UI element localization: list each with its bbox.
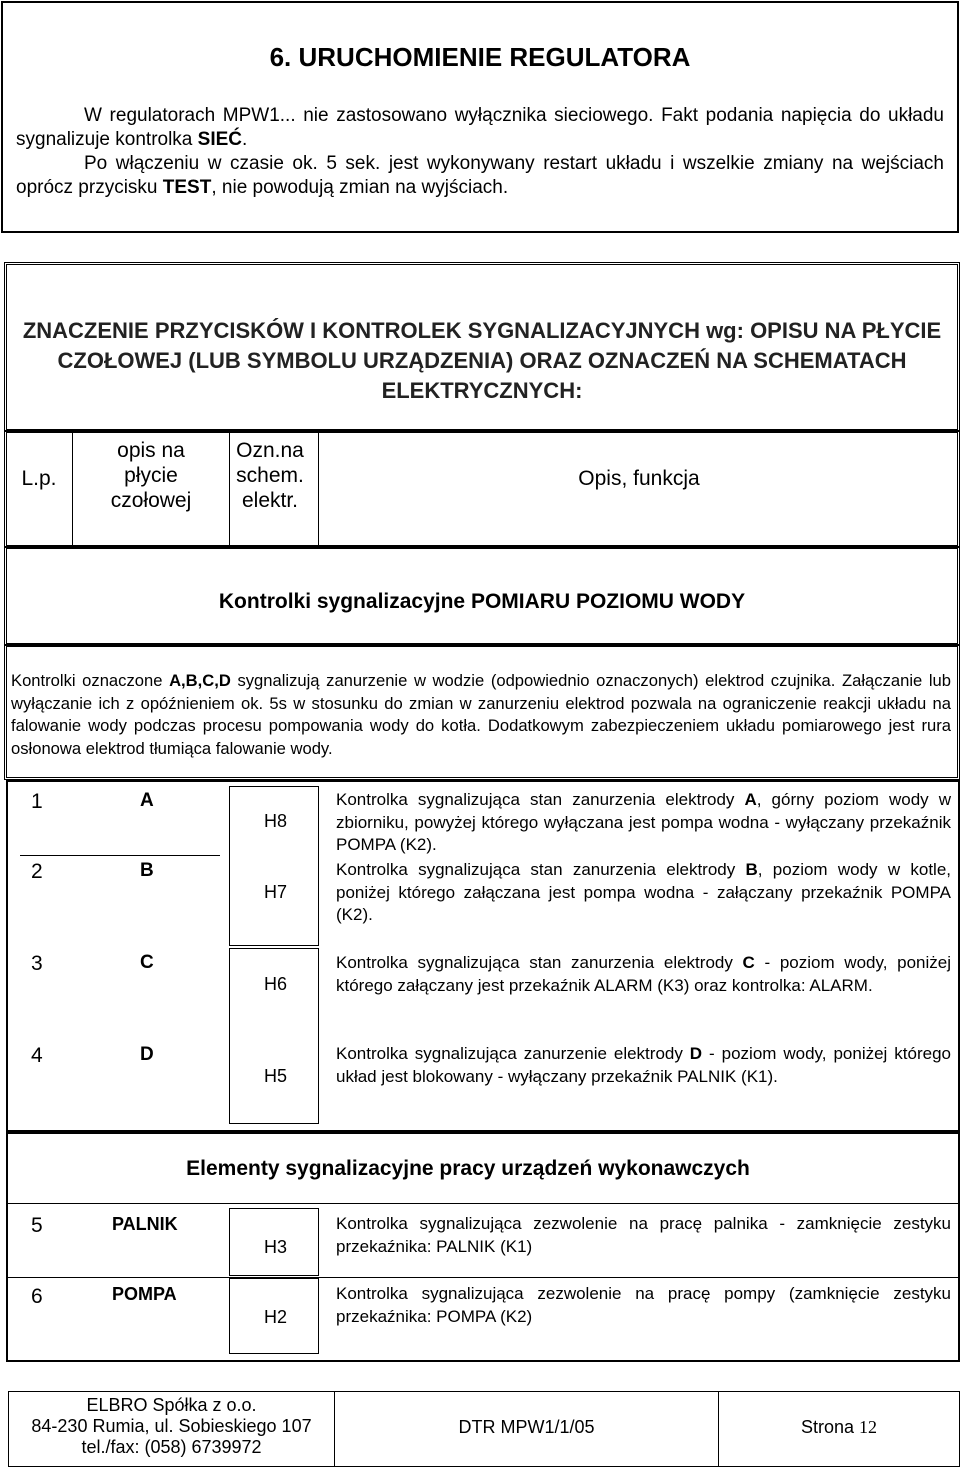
footer-company-block (9, 1395, 334, 1458)
group2-title: Elementy sygnalizacyjne pracy urządzeń wykonawczych (186, 1157, 750, 1180)
row-divider-2 (20, 855, 220, 856)
row1-num: 1 (31, 790, 43, 813)
row6-num: 6 (31, 1285, 43, 1308)
section-title: 6. URUCHOMIENIE REGULATORA (269, 42, 691, 72)
row1-code: H8 (264, 811, 288, 831)
section-paragraph-2 (16, 152, 944, 200)
footer-address: 84-230 Rumia, ul. Sobieskiego 107 (31, 1416, 312, 1436)
table-heading: ZNACZENIE PRZYCISKÓW I KONTROLEK SYGNALIZACYJNYCH wg: OPISU NA PŁYCIE CZOŁOWEJ (LUB SYMBOLU URZĄDZENIA) ORAZ OZNACZEŃ NA SCHEMATACH ELEKTRYCZNYCH: (22, 318, 942, 403)
group1-code-cell-top (229, 786, 319, 946)
row3-code: H6 (264, 974, 288, 994)
group1-intro-letters: A,B,C,D (169, 671, 231, 690)
col-opis-line3: czołowej (110, 489, 192, 512)
col-ozn-line1: Ozn.na (236, 439, 304, 462)
para2-end: , nie powodują zmian na wyjściach. (211, 177, 509, 198)
row1-desc (336, 789, 951, 857)
para1-end: . (242, 129, 248, 150)
col-ozn (222, 438, 318, 513)
footer-page-label: Strona (800, 1417, 855, 1437)
group2-row-divider (8, 1277, 958, 1278)
row4-label: D (140, 1044, 154, 1065)
row4-desc-a: Kontrolka sygnalizująca zanurzenie elektrody (336, 1044, 690, 1063)
group1-intro-a: Kontrolki oznaczone (11, 671, 170, 690)
col-opis (73, 438, 229, 513)
row2-code: H7 (264, 882, 288, 902)
para1-text: W regulatorach MPW1... nie zastosowano wyłącznika sieciowego. Fakt podania napięcia do układu sygnalizuje kontrolka (16, 105, 944, 150)
col-func: Opis, funkcja (578, 467, 700, 490)
footer-page-num: 12 (859, 1417, 878, 1437)
row1-desc-c: , górny poziom wody w zbiorniku, powyżej którego wyłączana jest pompa wodna - wyłączany przekaźnik POMPA (K2). (336, 790, 952, 854)
row6-label: POMPA (112, 1284, 177, 1304)
footer-company: ELBRO Spółka z o.o. (86, 1395, 257, 1415)
footer-page (719, 1417, 959, 1438)
row5-num: 5 (31, 1214, 43, 1237)
row4-desc (336, 1043, 951, 1088)
row1-label: A (140, 790, 154, 811)
group1-intro (11, 670, 951, 760)
footer-phone: tel./fax: (058) 6739972 (81, 1437, 262, 1457)
row3-num: 3 (31, 952, 43, 975)
row2-label: B (140, 860, 154, 881)
row3-desc-c: - poziom wody, poniżej którego załączany jest przekaźnik ALARM (K3) oraz kontrolka: ALARM. (336, 953, 951, 995)
row2-num: 2 (31, 860, 43, 883)
row5-code: H3 (264, 1237, 288, 1257)
col-lp: L.p. (21, 467, 57, 490)
row5-label: PALNIK (112, 1214, 178, 1234)
row2-desc-a: Kontrolka sygnalizująca stan zanurzenia elektrody (336, 860, 746, 879)
col-ozn-line2: schem. (236, 464, 304, 487)
col-ozn-line3: elektr. (241, 489, 299, 512)
row4-code: H5 (264, 1066, 288, 1086)
row1-desc-letter: A (744, 790, 757, 809)
row3-desc-a: Kontrolka sygnalizująca stan zanurzenia elektrody (336, 953, 743, 972)
row4-desc-c: - poziom wody, poniżej którego układ jest blokowany - wyłączany przekaźnik PALNIK (K1). (336, 1044, 951, 1086)
row4-num: 4 (31, 1044, 43, 1067)
row3-label: C (140, 952, 154, 973)
row2-desc-letter: B (745, 860, 758, 879)
row3-desc (336, 952, 951, 997)
row6-desc: Kontrolka sygnalizująca zezwolenie na pracę pompy (zamknięcie zestyku przekaźnika: POMPA (K2) (336, 1284, 951, 1326)
col-opis-line2: płycie (124, 464, 178, 487)
row3-desc-letter: C (742, 953, 755, 972)
group1-title: Kontrolki sygnalizacyjne POMIARU POZIOMU WODY (218, 590, 746, 613)
test-label: TEST (162, 177, 212, 198)
row2-desc-c: , poziom wody w kotle, poniżej którego załączana jest pompa wodna - załączany przekaźnik POMPA (K2). (336, 860, 951, 924)
row4-desc-letter: D (689, 1044, 703, 1063)
group2-title-divider (8, 1203, 958, 1204)
siec-label: SIEĆ (197, 129, 243, 150)
footer-doc: DTR MPW1/1/05 (458, 1417, 595, 1437)
section-paragraph-1 (16, 104, 944, 152)
row1-desc-a: Kontrolka sygnalizująca stan zanurzenia elektrody (336, 790, 745, 809)
row2-desc (336, 859, 951, 927)
row5-desc: Kontrolka sygnalizująca zezwolenie na pracę palnika - zamknięcie zestyku przekaźnika: PALNIK (K1) (336, 1214, 951, 1256)
group1-intro-c: sygnalizują zanurzenie w wodzie (odpowiednio oznaczonych) elektrod czujnika. Załączanie lub wyłączanie ich z opóźnieniem ok. 5s w stosunku do zmian w zanurzeniu elektrod pozwala na ograniczenie reakcji układu na falowanie wody podczas procesu pompowania wody do kotła. Dodatkowym zabezpieczeniem układu pomiarowego jest rura osłonowa elektrod tłumiąca falowanie wody. (11, 671, 951, 758)
para2-text: Po włączeniu w czasie ok. 5 sek. jest wykonywany restart układu i wszelkie zmiany na wejściach oprócz przycisku (16, 153, 944, 198)
col-opis-line1: opis na (117, 439, 185, 462)
row6-code: H2 (264, 1307, 288, 1327)
